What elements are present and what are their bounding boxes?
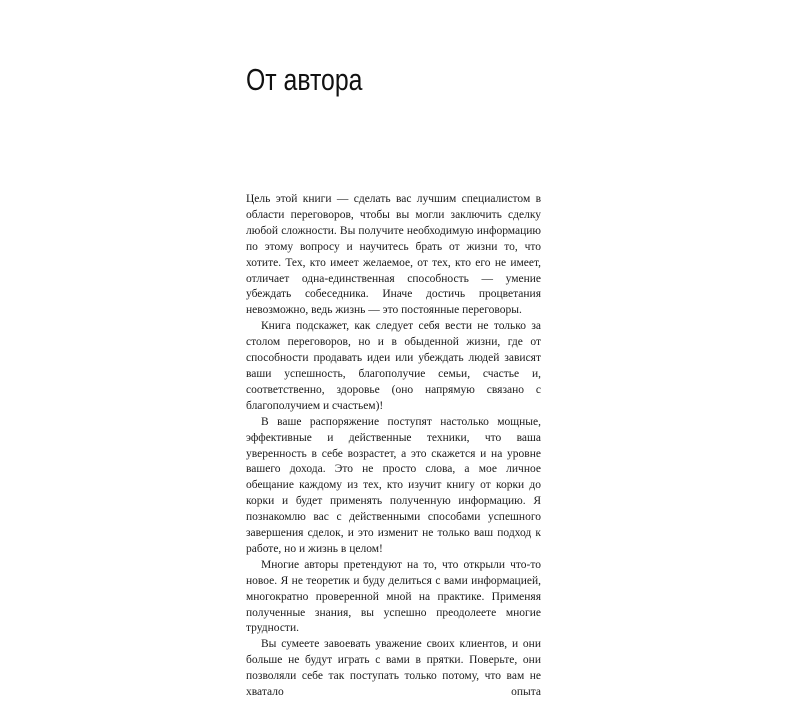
paragraph-2: Книга подскажет, как следует себя вести не только за столом переговоров, но и в обыденной жизни, где от способности продавать идеи или убеждать людей зависят ваши успешность, благополучие семьи, счастье и, соответственно, здоровье (оно напрямую связано с благополучием и счастьем)! bbox=[246, 320, 541, 412]
body-text bbox=[246, 192, 541, 701]
paragraph-4: Многие авторы претендуют на то, что открыли что-то новое. Я не теоретик и буду делиться с вами информацией, многократно проверенной мной на практике. Применяя полученные знания, вы успешно преодолеете многие трудности. bbox=[246, 558, 541, 635]
page-title: От автора bbox=[246, 62, 363, 97]
paragraph-1: Цель этой книги — сделать вас лучшим специалистом в области переговоров, чтобы вы могли заключить сделку любой сложности. Вы получите необходимую информацию по этому вопросу и научитесь брать от жизни то, что хотите. Тех, кто имеет желаемое, от тех, кто его не имеет, отличает одна-единственная способность — умение убеждать собеседника. Иначе достичь процветания невозможно, ведь жизнь — это постоянные переговоры. bbox=[246, 193, 541, 317]
paragraph-5: Вы сумеете завоевать уважение своих клиентов, и они больше не будут играть с вами в прятки. Поверьте, они позволяли себе так поступать только потому, что вам не хватало опыта bbox=[246, 638, 541, 699]
paragraph-3: В ваше распоряжение поступят настолько мощные, эффективные и действенные техники, что ваша уверенность в себе возрастет, а это скажется и на уровне вашего дохода. Это не просто слова, а мое личное обещание каждому из тех, кто изучит книгу от корки до корки и будет применять полученную информацию. Я познакомлю вас с действенными способами успешного завершения сделок, и это изменит не только ваш подход к работе, но и жизнь в целом! bbox=[246, 415, 541, 555]
